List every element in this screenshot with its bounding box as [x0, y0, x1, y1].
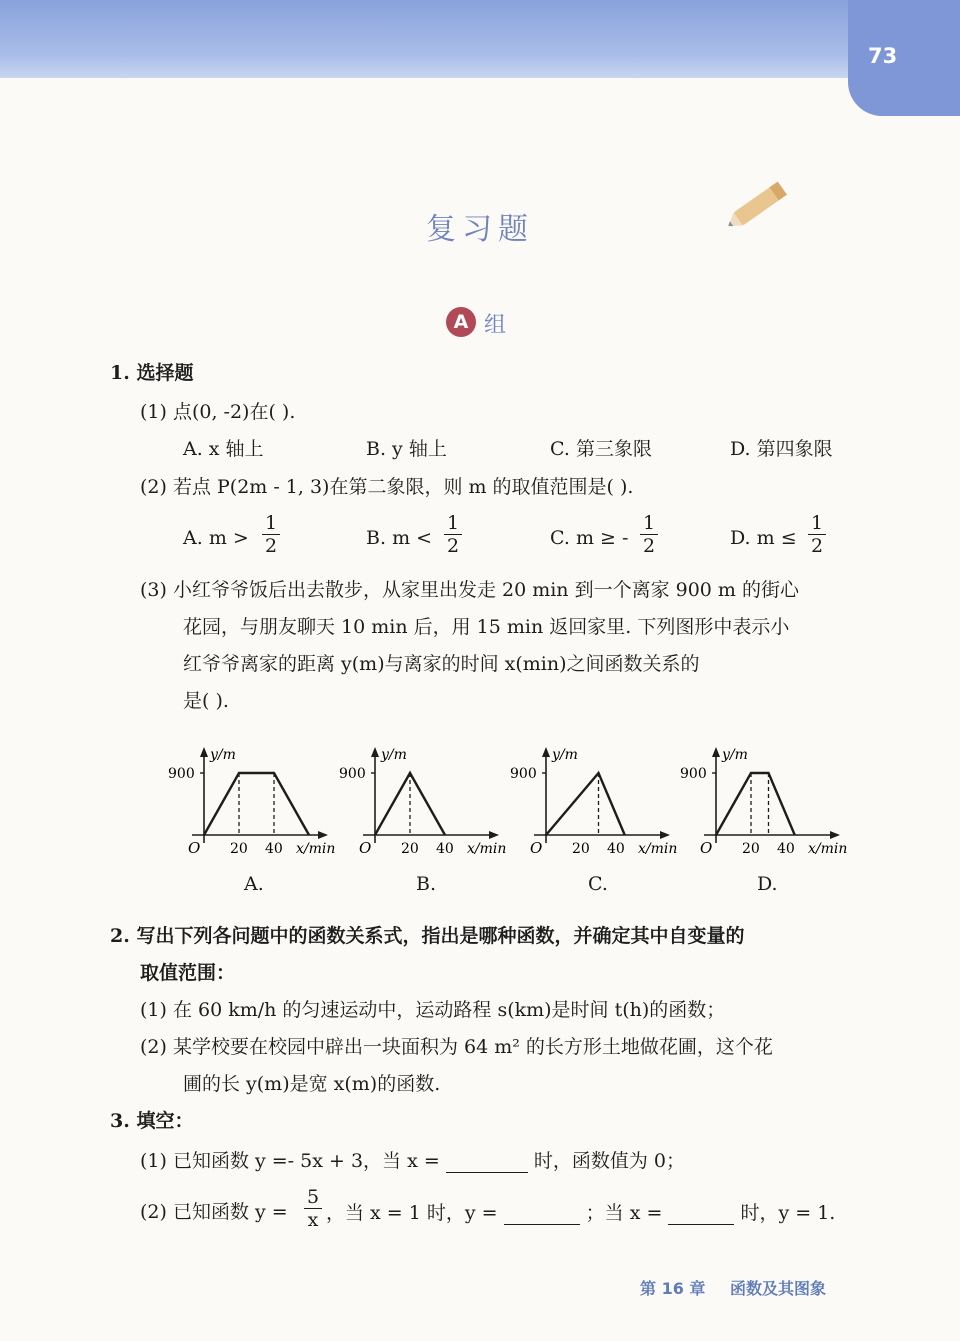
x-axis-arrow [660, 831, 670, 839]
q3-heading: 3. 填空： [110, 1110, 194, 1132]
y-axis-arrow [200, 747, 208, 757]
q1-p1-option-c: C. 第三象限 [550, 438, 652, 460]
page-number: 73 [868, 44, 898, 68]
y-axis-label: y/m [722, 747, 748, 763]
option-label: D. [730, 527, 751, 549]
q2-line: 2. 写出下列各问题中的函数关系式，指出是哪种函数，并确定其中自变量的 [110, 925, 745, 947]
x-tick-label: 20 [401, 841, 419, 857]
graph-label-a: A. [244, 873, 264, 895]
page-title: 复习题 [426, 212, 534, 247]
q1-p2-option-a [183, 526, 249, 550]
numerator: 1 [264, 512, 278, 534]
y-axis-label: y/m [552, 747, 578, 763]
q1-p1-option-a: A. x 轴上 [183, 438, 264, 460]
graph-label-c: C. [588, 873, 608, 895]
option-label: B. [366, 527, 387, 549]
origin-label: O [188, 839, 201, 857]
option-label: A. [183, 527, 203, 549]
numerator: 5 [306, 1186, 320, 1208]
x-tick-label: 20 [742, 841, 760, 857]
q1-p2-option-b [366, 526, 432, 550]
q1-p1-stem: (1) 点(0, -2)在( ). [140, 401, 296, 423]
series-line [204, 773, 309, 835]
q3-p2-blank-x[interactable] [668, 1200, 734, 1225]
y-tick-label: 900 [168, 766, 195, 782]
q2-line: (2) 某学校要在校园中辟出一块面积为 64 m² 的长方形土地做花圃，这个花 [140, 1036, 773, 1058]
q3-p2-rest [326, 1200, 835, 1225]
q2-line: 圃的长 y(m)是宽 x(m)的函数. [183, 1073, 441, 1095]
y-tick-label: 900 [339, 766, 366, 782]
graph-label-d: D. [757, 873, 778, 895]
group-label: 组 [484, 313, 507, 338]
q1-p2-stem: (2) 若点 P(2m - 1, 3)在第二象限，则 m 的取值范围是( ). [140, 476, 634, 498]
y-tick-label: 900 [510, 766, 537, 782]
option-expr: m > [208, 527, 249, 549]
origin-label: O [700, 839, 713, 857]
q1-p3-line: (3) 小红爷爷饭后出去散步，从家里出发走 20 min 到一个离家 900 m 的街心 [140, 579, 799, 601]
y-axis-label: y/m [210, 747, 236, 763]
page-number-tab [848, 0, 960, 116]
q1-p2-option-b-fraction [444, 512, 462, 557]
q3-p2-after: 时，y = 1. [740, 1202, 836, 1224]
y-axis-arrow [542, 747, 550, 757]
q1-p1-option-b: B. y 轴上 [366, 438, 447, 460]
origin-label: O [530, 839, 543, 857]
q2-line: 取值范围： [140, 962, 236, 984]
option-expr: m < [392, 527, 433, 549]
x-axis-label: x/min [467, 841, 507, 857]
x-axis-arrow [318, 831, 328, 839]
x-axis-arrow [489, 831, 499, 839]
q3-p1 [140, 1148, 685, 1173]
denominator: 2 [808, 534, 826, 557]
q1-p3-line: 是( ). [183, 690, 229, 712]
x-tick-label: 40 [265, 841, 283, 857]
origin-label: O [359, 839, 372, 857]
footer-title: 函数及其图象 [730, 1279, 827, 1298]
denominator: 2 [262, 534, 280, 557]
q1-p2-option-a-fraction [262, 512, 280, 557]
series-line [546, 773, 625, 835]
y-axis-label: y/m [381, 747, 407, 763]
denominator: 2 [640, 534, 658, 557]
x-tick-label: 40 [607, 841, 625, 857]
q2-line: (1) 在 60 km/h 的匀速运动中，运动路程 s(km)是时间 t(h)的函数； [140, 999, 726, 1021]
y-axis-arrow [371, 747, 379, 757]
q1-p2-option-c-fraction [640, 512, 658, 557]
x-tick-label: 20 [572, 841, 590, 857]
q1-heading: 1. 选择题 [110, 362, 194, 384]
q3-p1-after: 时，函数值为 0； [533, 1150, 685, 1172]
graph-label-b: B. [416, 873, 437, 895]
q1-p2-option-d-fraction [808, 512, 826, 557]
group-badge: A [446, 307, 476, 337]
denominator: x [304, 1208, 322, 1231]
footer-chapter: 第 16 章 [640, 1279, 706, 1298]
denominator: 2 [444, 534, 462, 557]
series-line [716, 773, 795, 835]
q3-p2-mid1: ，当 x = 1 时，y = [326, 1202, 498, 1224]
graph-options [0, 735, 960, 905]
q3-p1-before: (1) 已知函数 y =- 5x + 3，当 x = [140, 1150, 440, 1172]
x-tick-label: 20 [230, 841, 248, 857]
x-axis-label: x/min [296, 841, 336, 857]
x-axis-arrow [830, 831, 840, 839]
q1-p2-option-c [550, 526, 628, 550]
q3-p2-before: (2) 已知函数 y = [140, 1201, 288, 1223]
x-tick-label: 40 [436, 841, 454, 857]
pencil-icon [720, 170, 800, 240]
q1-p1-option-d: D. 第四象限 [730, 438, 833, 460]
q3-p2-blank-y[interactable] [504, 1200, 580, 1225]
x-axis-label: x/min [808, 841, 848, 857]
x-axis-label: x/min [638, 841, 678, 857]
q1-p2-option-d [730, 526, 797, 550]
option-expr: m ≤ [756, 527, 797, 549]
numerator: 1 [642, 512, 656, 534]
y-axis-arrow [712, 747, 720, 757]
option-label: C. [550, 527, 570, 549]
option-expr: m ≥ - [575, 527, 629, 549]
q3-p2-fraction [304, 1186, 322, 1231]
y-tick-label: 900 [680, 766, 707, 782]
numerator: 1 [446, 512, 460, 534]
numerator: 1 [810, 512, 824, 534]
q3-p1-blank[interactable] [446, 1148, 528, 1173]
q1-p3-line: 红爷爷离家的距离 y(m)与离家的时间 x(min)之间函数关系的 [183, 653, 700, 675]
q1-p3-line: 花园，与朋友聊天 10 min 后，用 15 min 返回家里. 下列图形中表示小 [183, 616, 790, 638]
x-tick-label: 40 [777, 841, 795, 857]
q3-p2-mid2: ；当 x = [585, 1202, 663, 1224]
top-band [0, 0, 960, 78]
